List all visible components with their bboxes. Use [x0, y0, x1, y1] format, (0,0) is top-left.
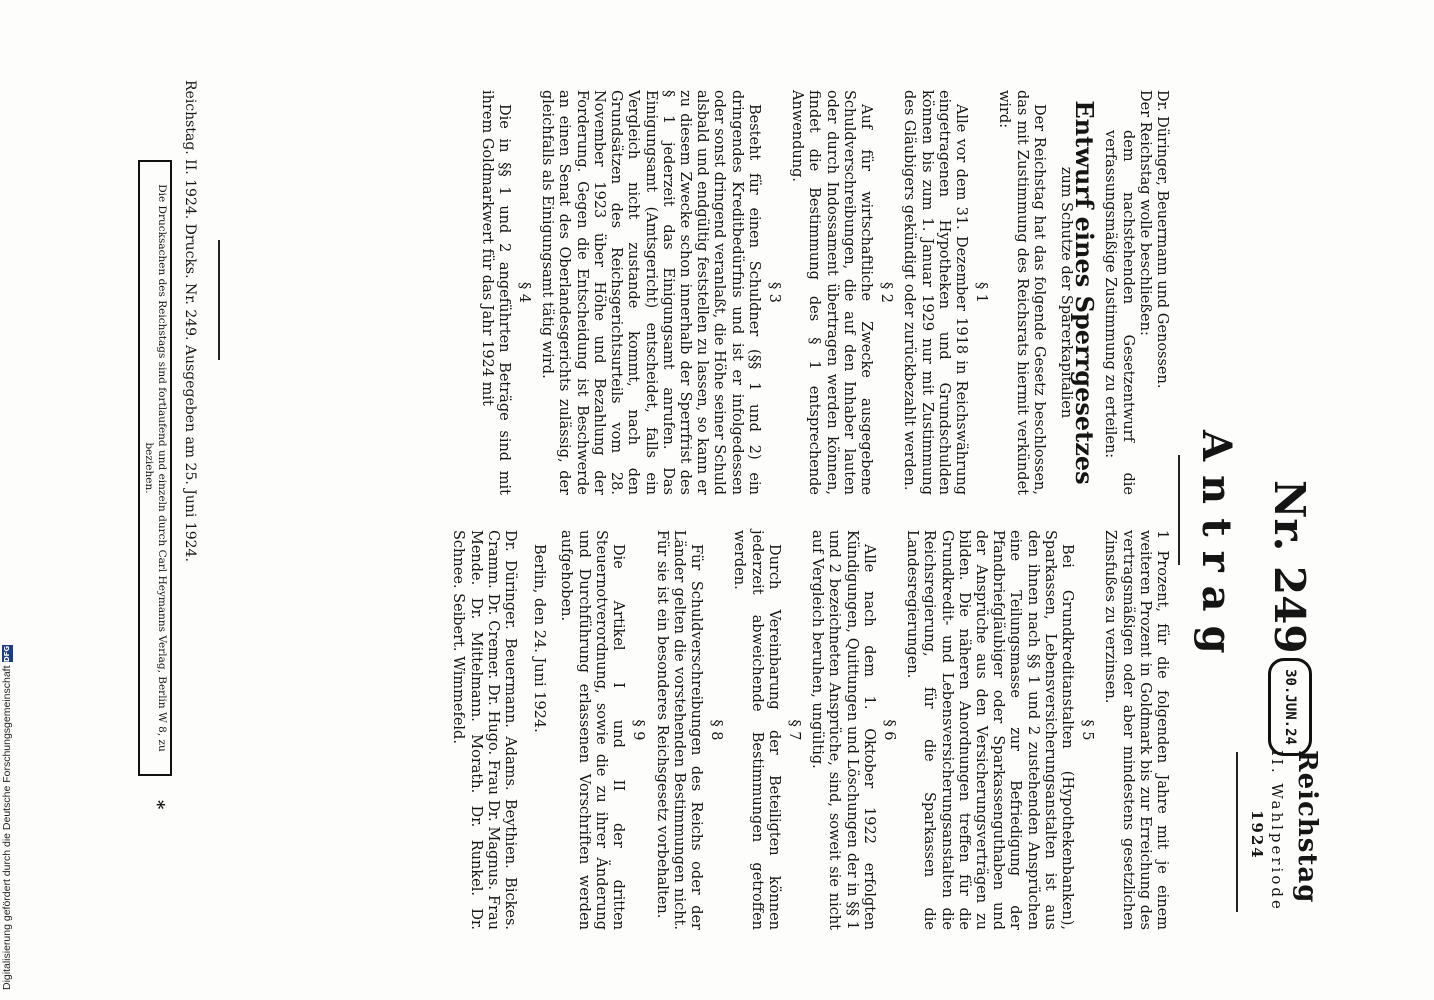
section-3-text: Besteht für einen Schuldner (§§ 1 und 2) ein dringendes Kreditbedürfnis und ist er infolgedessen oder sonst dringend veranlaßt, die Höhe seiner Schuld alsbald und endgültig feststellen zu lassen, so kann er zu diesem Zwecke schon innerhalb der Sperrfrist des § 1 jederzeit das Einigungsamt anrufen. Das Einigungsamt (Amtsgericht) entscheidet, falls ein Vergleich nicht zustande kommt, nach den Grundsätzen des Reichsgerichtsurteils vom 28. November 1923 über Höhe und Bezahlung der Forderung. Gegen die Entscheidung ist Beschwerde an einen Senat des Oberlandesgerichts zulässig, der gleichfalls als Einigungsamt tätig wird.	[539, 90, 762, 495]
left-column	[477, 90, 1170, 495]
signatories: Dr. Düringer. Beuermann. Adams. Beythien. Bickes. Cramm. Dr. Cremer. Dr. Hugo. Frau Dr. Magnus. Frau Mende. Dr. Mittelmann. Morath. Dr. Runkel. Dr. Schnee. Seibert. Wimmefeld.	[450, 530, 519, 930]
section-1-heading: § 1	[973, 281, 990, 304]
date-line: Berlin, den 24. Juni 1924.	[531, 544, 548, 733]
right-column	[449, 530, 1170, 930]
column-end-rule	[218, 240, 220, 360]
header-divider	[1178, 455, 1180, 565]
section-2-heading: § 2	[878, 281, 895, 304]
bill-title: Entwurf eines Sperrgesetzes	[1070, 100, 1100, 485]
section-1-text: Alle vor dem 31. Dezember 1918 in Reichswährung eingetragenen Hypotheken und Grundschulden können bis zum 1. Januar 1929 nur mit Zustimmung des Gläubigers gekündigt oder zurückbezahlt werden.	[901, 90, 969, 495]
enacting-clause: Der Reichstag hat das folgende Gesetz beschlossen, das mit Zustimmung des Reichsrats hiermit verkündet wird:	[996, 90, 1047, 495]
section-3-heading: § 3	[765, 281, 782, 304]
section-6-text: Alle nach dem 1. Oktober 1922 erfolgten Kündigungen, Quittungen und Löschungen der in §§ 1 und 2 bezeichneten Ansprüche, sind, soweit sie nicht auf Vergleich beruhen, ungültig.	[809, 530, 877, 930]
intro-body: dem nachstehenden Gesetzentwurf die verfassungsmäßige Zustimmung zu erteilen:	[1102, 130, 1136, 495]
imprint-line: Reichstag. II. 1924. Drucks. Nr. 249. Ausgegeben am 25. Juni 1924.	[182, 80, 198, 562]
bill-subtitle: zum Schutze der Sparerkapitalien	[1057, 166, 1074, 419]
intro-text: Der Reichstag wolle beschließen:	[1136, 90, 1153, 336]
section-5-text: Bei Grundkreditanstalten (Hypothekenbanken), Sparkassen, Lebensversicherungsanstalten ist aus den ihnen nach §§ 1 und 2 zustehenden Ansprüchen eine Teilungsmasse zur Befriedigung der Pfandbriefgläubiger oder Sparkassenguthaben und der Ansprüche aus den Versicherungsverträgen zu bilden. Die näheren Anordnungen treffen für die Grundkredit- und Lebensversicherungsanstalten die Reichsregierung, für die Sparkassen die Landesregierungen.	[904, 530, 1075, 930]
section-5-heading: § 5	[1079, 719, 1096, 741]
credit-strip	[0, 570, 14, 990]
section-9-text: Die Artikel I und II der dritten Steuernotverordnung, sowie die zu ihrer Änderung und Durchführung erlassenen Vorschriften werden aufgehoben.	[558, 530, 627, 930]
distribution-note: Die Drucksachen des Reichstags sind fortlaufend und einzeln durch Carl Heymanns Verlag, Berlin W 8, zu beziehen.	[138, 160, 172, 776]
credit-text: Digitalisierung gefördert durch die Deutsche Forschungsgemeinschaft	[1, 665, 13, 990]
section-6-heading: § 6	[880, 719, 897, 741]
header-period: II. Wahlperiode	[1268, 750, 1286, 912]
section-8-heading: § 8	[708, 719, 725, 741]
section-7-text: Durch Vereinbarung der Beteiligten können jederzeit abweichende Bestimmungen getroffen werden.	[731, 530, 782, 930]
section-2-text: Auf für wirtschaftliche Zwecke ausgegebene Schuldverschreibungen, die auf den Inhaber lauten oder durch Indossament übertragen werden können, findet die Bestimmung des § 1 entsprechende Anwendung.	[789, 90, 874, 495]
dfg-logo-icon: DFG	[2, 645, 11, 663]
section-4-heading: § 4	[516, 281, 533, 304]
header-rule	[1236, 752, 1238, 912]
document-kind: Antrag	[1193, 430, 1240, 668]
section-4-text: Die in §§ 1 und 2 angeführten Beträge sind mit ihrem Goldmarkwert für das Jahr 1924 mit	[478, 90, 512, 495]
footer-star: *	[147, 800, 168, 810]
intro-names: Dr. Düringer, Beuermann und Genossen.	[1154, 90, 1170, 389]
stamp-date: 30.JUN.24	[1282, 669, 1298, 745]
section-4-continued: 1 Prozent, für die folgenden Jahre mit je einem weiteren Prozent in Goldmark bis zur Erreichung des vertragsmäßigen oder aber mindestens gesetzlichen Zinsfußes zu verzinsen.	[1102, 530, 1170, 930]
section-8-text: Für Schuldverschreibungen des Reichs oder der Länder gelten die vorstehenden Bestimmungen nicht. Für sie ist ein besonderes Reichsgesetz vorbehalten.	[653, 530, 704, 930]
header-year: 1924	[1248, 810, 1266, 860]
received-stamp	[1268, 658, 1312, 756]
section-7-heading: § 7	[785, 719, 802, 741]
document-number: Nr. 249	[1265, 480, 1314, 654]
section-9-heading: § 9	[630, 719, 647, 741]
header-reichstag: Reichstag	[1292, 750, 1322, 904]
document-page	[100, 60, 1330, 980]
